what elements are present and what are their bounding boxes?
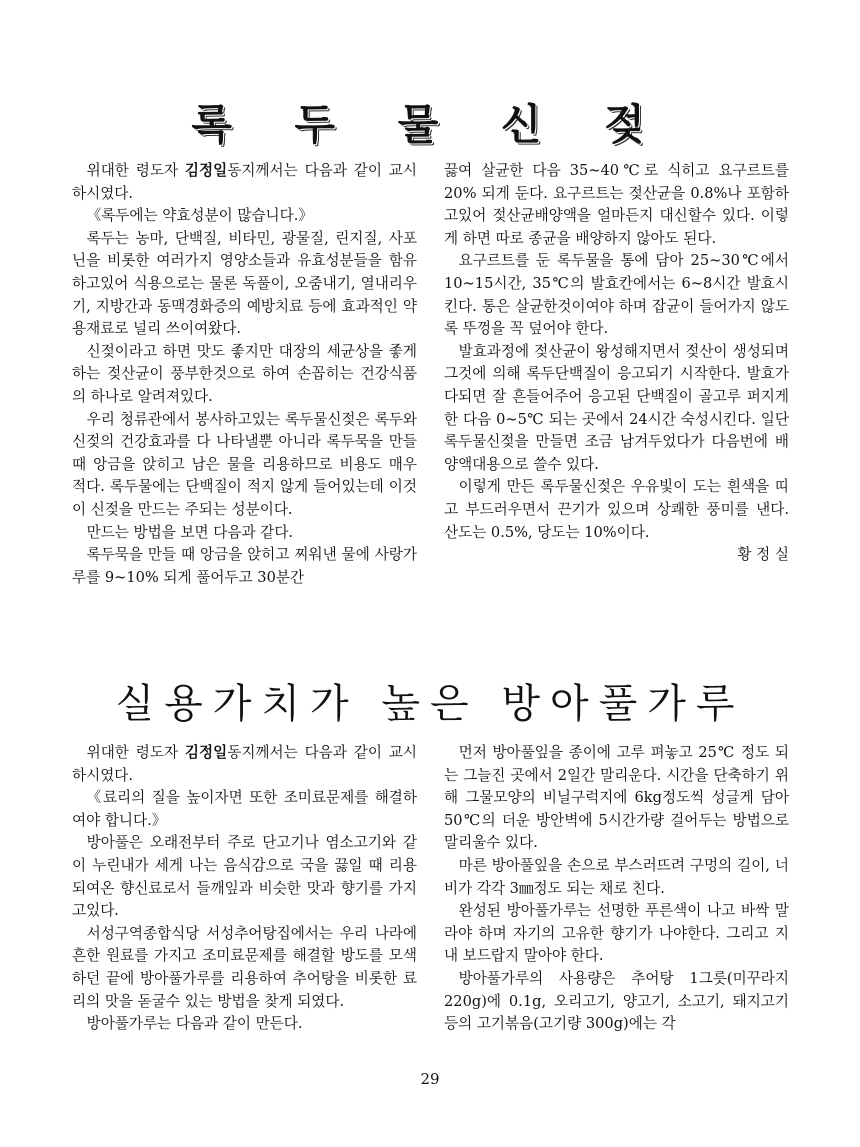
article1-title: 록 두 물 신 젖 — [191, 100, 669, 149]
paragraph: 완성된 방아풀가루는 선명한 푸른색이 나고 바싹 말라야 하며 자기의 고유한 향기가 나야한다. 그리고 지내 보드랍지 말아야 한다. — [444, 902, 789, 965]
paragraph: 우리 청류관에서 봉사하고있는 록두물신젖은 록두와 신젖의 건강효과를 다 나타낼뿐 아니라 록두묵을 만들 때 앙금을 앉히고 남은 물을 리용하므로 비용도 매우 적다. 록두물에는 단백질이 적지 않게 들어있는데 이것이 신젖을 만드는 주되는 성분이다. — [72, 410, 417, 518]
article2-title: 실용가치가 높은 방아풀가루 — [115, 681, 745, 727]
paragraph: 방아풀가루의 사용량은 추어탕 1그릇(미꾸라지 220g)에 0.1g, 오리고기, 양고기, 소고기, 돼지고기 등의 고기볶음(고기량 300g)에는 각 — [444, 969, 789, 1033]
quotation: 《료리의 질을 높이자면 또한 조미료문제를 해결하여야 합니다.》 — [72, 789, 417, 829]
article2-left-column — [72, 742, 417, 1036]
article2-right-column — [444, 742, 789, 1036]
paragraph: 끓여 살균한 다음 35~40℃로 식히고 요구르트를 20% 되게 둔다. 요구르트는 젖산균을 0.8%나 포함하고있어 젖산균배양액을 얼마든지 대신할수 있다. 이렇게 하면 따로 종균을 배양하지 않아도 된다. — [444, 162, 789, 247]
article1-left-column — [72, 160, 417, 589]
paragraph: 방아풀은 오래전부터 주로 단고기나 염소고기와 같이 누린내가 세게 나는 음식감으로 국을 끓일 때 리용되여온 향신료로서 들깨잎과 비슷한 맛과 향기를 가지고있다. — [72, 834, 417, 920]
paragraph: 위대한 령도자 김정일동지께서는 다음과 같이 교시하시였다. — [72, 162, 417, 202]
paragraph: 먼저 방아풀잎을 종이에 고루 펴놓고 25℃ 정도 되는 그늘진 곳에서 2일간 말리운다. 시간을 단축하기 위해 그물모양의 비닐구럭지에 6kg정도씩 성글게 담아 50℃의 더운 방안벽에 5시간가량 걸어두는 방법으로 말리울수 있다. — [444, 744, 789, 852]
leader-name: 김정일 — [184, 162, 228, 179]
paragraph: 마른 방아풀잎을 손으로 부스러뜨려 구멍의 길이, 너비가 각각 3㎜정도 되는 채로 친다. — [444, 856, 789, 897]
paragraph: 서성구역종합식당 서성추어탕집에서는 우리 나라에 흔한 원료를 가지고 조미료문제를 해결할 방도를 모색하던 끝에 방아풀가루를 리용하여 추어탕을 비롯한 료리의 맛을 돋굴수 있는 방법을 찾게 되였다. — [72, 924, 417, 1010]
page-number: 29 — [420, 1070, 440, 1088]
quotation: 《록두에는 약효성분이 많습니다.》 — [86, 207, 313, 225]
article1-right-column — [444, 160, 789, 567]
paragraph: 위대한 령도자 김정일동지께서는 다음과 같이 교시하시였다. — [72, 744, 417, 784]
leader-name: 김정일 — [184, 744, 228, 761]
paragraph: 이렇게 만든 록두물신젖은 우유빛이 도는 흰색을 띠고 부드러우면서 끈기가 있으며 상쾌한 풍미를 낸다. 산도는 0.5%, 당도는 10%이다. — [444, 478, 789, 541]
paragraph: 발효과정에 젖산균이 왕성해지면서 젖산이 생성되며 그것에 의해 록두단백질이 응고되기 시작한다. 발효가 다되면 잘 흔들어주어 응고된 단백질이 골고루 퍼지게 한 다음 0~5℃ 되는 곳에서 24시간 숙성시킨다. 일단 록두물신젖을 만들면 조금 남겨두었다가 다음번에 배양액대용으로 쓸수 있다. — [444, 342, 789, 473]
author-name: 황 정 실 — [737, 546, 789, 564]
paragraph: 록두묵을 만들 때 앙금을 앉히고 찌워낸 물에 사랑가루를 9~10% 되게 풀어두고 30분간 — [72, 546, 417, 586]
paragraph: 요구르트를 둔 록두물을 통에 담아 25~30℃에서 10~15시간, 35℃의 발효칸에서는 6~8시간 발효시킨다. 통은 살균한것이여야 하며 잡균이 들어가지 않도록 뚜껑을 꼭 덮어야 한다. — [444, 252, 789, 338]
paragraph: 만드는 방법을 보면 다음과 같다. — [86, 523, 294, 541]
paragraph: 방아풀가루는 다음과 같이 만든다. — [86, 1015, 303, 1033]
paragraph: 신젖이라고 하면 맛도 좋지만 대장의 세균상을 좋게 하는 젖산균이 풍부한것으로 하여 손꼽히는 건강식품의 하나로 알려져있다. — [72, 342, 417, 405]
paragraph: 록두는 농마, 단백질, 비타민, 광물질, 린지질, 사포닌을 비롯한 여러가지 영양소들과 유효성분들을 함유하고있어 식용으로는 물론 독풀이, 오줌내기, 열내리우기, 지방간과 동맥경화증의 예방치료 등에 효과적인 약용재료로 널리 쓰이여왔다. — [72, 229, 417, 338]
